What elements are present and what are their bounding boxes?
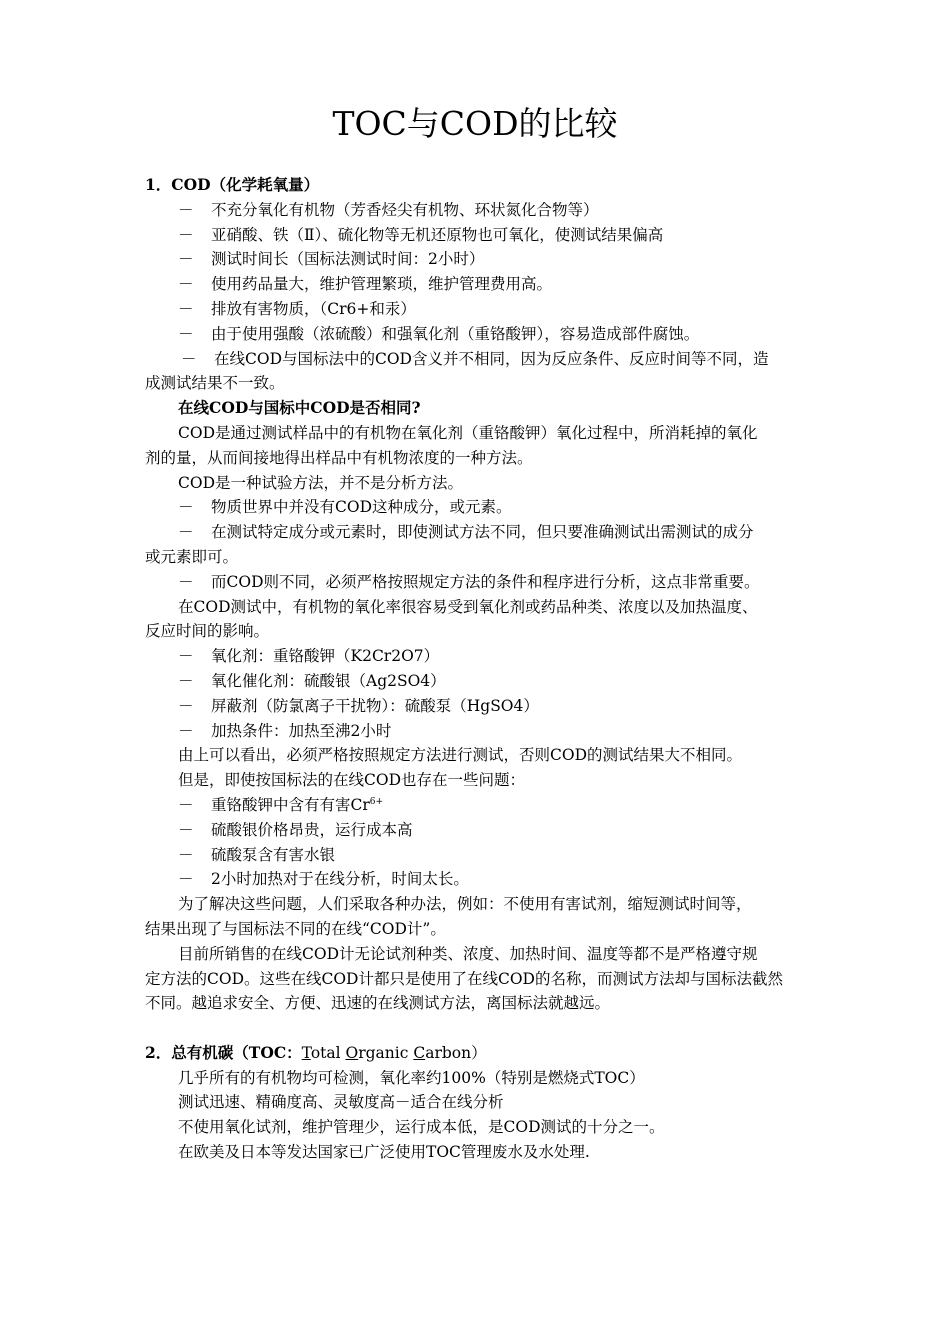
dash-marker: －: [178, 671, 194, 690]
paragraph-line: 目前所销售的在线COD计无论试剂种类、浓度、加热时间、温度等都不是严格遵守规: [178, 944, 758, 963]
paragraph-line: 不使用氧化试剂，维护管理少，运行成本低，是COD测试的十分之一。: [178, 1118, 665, 1137]
paragraph-line: COD是一种试验方法，并不是分析方法。: [178, 473, 463, 492]
list-item: [145, 644, 808, 669]
list-item-text: 在测试特定成分或元素时，即使测试方法不同，但只要准确测试出需测试的成分: [211, 523, 754, 542]
list-item: [145, 347, 808, 372]
paragraph-line: COD是通过测试样品中的有机物在氧化剂（重铬酸钾）氧化过程中，所消耗掉的氧化: [178, 423, 758, 442]
paragraph-line: 不同。越追求安全、方便、迅速的在线测试方法，离国标法就越远。: [145, 994, 611, 1013]
list-item-text: 在线COD与国标法中的COD含义并不相同，因为反应条件、反应时间等不同，造: [214, 349, 769, 368]
list-item: [145, 843, 808, 868]
dash-marker: －: [178, 721, 194, 740]
dash-marker: －: [178, 275, 194, 294]
list-item-text: 使用药品量大，维护管理繁琐，维护管理费用高。: [211, 275, 553, 294]
dash-marker: －: [178, 795, 194, 814]
superscript: 6+: [369, 796, 384, 807]
word-rest: rganic: [358, 1043, 414, 1062]
list-item-text: 硫酸泵含有害水银: [211, 845, 336, 864]
paragraph-line: 但是，即使按国标法的在线COD也存在一些问题：: [178, 771, 525, 790]
list-item-text: 重铬酸钾中含有有害Cr: [211, 795, 370, 814]
section-2-heading: [145, 1041, 808, 1066]
heading-english: [302, 1044, 487, 1062]
list-item: [145, 719, 808, 744]
list-item-text: 排放有害物质，（Cr6+和汞）: [211, 299, 416, 318]
list-item-continuation: 或元素即可。: [145, 547, 239, 566]
list-item: [145, 694, 808, 719]
list-item-text: 而COD则不同，必须严格按照规定方法的条件和程序进行分析，这点非常重要。: [211, 572, 760, 591]
list-item: [145, 198, 808, 223]
paragraph-line: 几乎所有的有机物均可检测，氧化率约100%（特别是燃烧式TOC）: [178, 1068, 645, 1087]
dash-marker: －: [178, 299, 194, 318]
list-item-text: 氧化催化剂：硫酸银（Ag2SO4）: [211, 671, 446, 690]
list-item: [145, 818, 808, 843]
list-item: [145, 495, 808, 520]
dash-marker: －: [178, 523, 194, 542]
dash-marker: －: [178, 820, 194, 839]
dash-marker: －: [178, 870, 194, 889]
subheading: 在线COD与国标中COD是否相同?: [178, 398, 421, 418]
section-1-heading: 1．COD（化学耗氧量）: [145, 175, 320, 194]
dash-marker: －: [181, 349, 197, 368]
document-title: TOC与COD的比较: [332, 104, 618, 143]
word-rest: otal: [310, 1043, 346, 1062]
paragraph-line: 为了解决这些问题，人们采取各种办法，例如：不使用有害试剂，缩短测试时间等，: [178, 895, 752, 914]
dash-marker: －: [178, 324, 194, 343]
dash-marker: －: [178, 845, 194, 864]
list-item: [145, 793, 808, 818]
document-body: [145, 173, 808, 1165]
blank-line: [145, 1016, 808, 1041]
dash-marker: －: [178, 250, 194, 269]
initial-letter: C: [413, 1043, 426, 1062]
list-item: [145, 223, 808, 248]
dash-marker: －: [178, 498, 194, 517]
dash-marker: －: [178, 572, 194, 591]
initial-letter: O: [345, 1043, 359, 1062]
paragraph-line: 测试迅速、精确度高、灵敏度高－适合在线分析: [178, 1093, 504, 1112]
paragraph-line: 定方法的COD。这些在线COD计都只是使用了在线COD的名称，而测试方法却与国标法截然: [145, 969, 783, 988]
list-item-text: 由于使用强酸（浓硫酸）和强氧化剂（重铬酸钾），容易造成部件腐蚀。: [211, 324, 700, 343]
paragraph-line: 反应时间的影响。: [145, 622, 270, 641]
dash-marker: －: [178, 696, 194, 715]
dash-marker: －: [178, 225, 194, 244]
word-rest: arbon）: [425, 1043, 487, 1062]
list-item: [145, 297, 808, 322]
paragraph-line: 由上可以看出，必须严格按照规定方法进行测试，否则COD的测试结果大不相同。: [178, 746, 742, 765]
list-item-text: 测试时间长（国标法测试时间：2小时）: [211, 250, 485, 269]
list-item: [145, 867, 808, 892]
list-item-text: 屏蔽剂（防氯离子干扰物）：硫酸泵（HgSO4）: [211, 696, 539, 715]
dash-marker: －: [178, 647, 194, 666]
list-item: [145, 247, 808, 272]
list-item-text: 氧化剂：重铬酸钾（K2Cr2O7）: [211, 647, 440, 666]
list-item: [145, 322, 808, 347]
paragraph-line: 结果出现了与国标法不同的在线“COD计”。: [145, 919, 446, 938]
list-item-continuation: 成测试结果不一致。: [145, 374, 285, 393]
heading-prefix: 2．总有机碳（TOC：: [145, 1042, 302, 1062]
paragraph-line: 在欧美及日本等发达国家已广泛使用TOC管理废水及水处理.: [178, 1143, 590, 1162]
list-item-text: 2小时加热对于在线分析，时间太长。: [211, 870, 469, 889]
list-item-text: 硫酸银价格昂贵，运行成本高: [211, 820, 413, 839]
list-item-text: 物质世界中并没有COD这种成分，或元素。: [211, 498, 512, 517]
list-item-text: 不充分氧化有机物（芳香烃尖有机物、环状氮化合物等）: [211, 200, 599, 219]
initial-letter: T: [301, 1043, 311, 1062]
list-item: [145, 570, 808, 595]
list-item: [145, 520, 808, 545]
dash-marker: －: [178, 200, 194, 219]
list-item: [145, 669, 808, 694]
list-item-text: 加热条件：加热至沸2小时: [211, 721, 392, 740]
paragraph-line: 在COD测试中，有机物的氧化率很容易受到氧化剂或药品种类、浓度以及加热温度、: [178, 597, 758, 616]
list-item-text: 亚硝酸、铁（Ⅱ）、硫化物等无机还原物也可氧化，使测试结果偏高: [211, 225, 664, 244]
paragraph-line: 剂的量，从而间接地得出样品中有机物浓度的一种方法。: [145, 448, 533, 467]
list-item: [145, 272, 808, 297]
